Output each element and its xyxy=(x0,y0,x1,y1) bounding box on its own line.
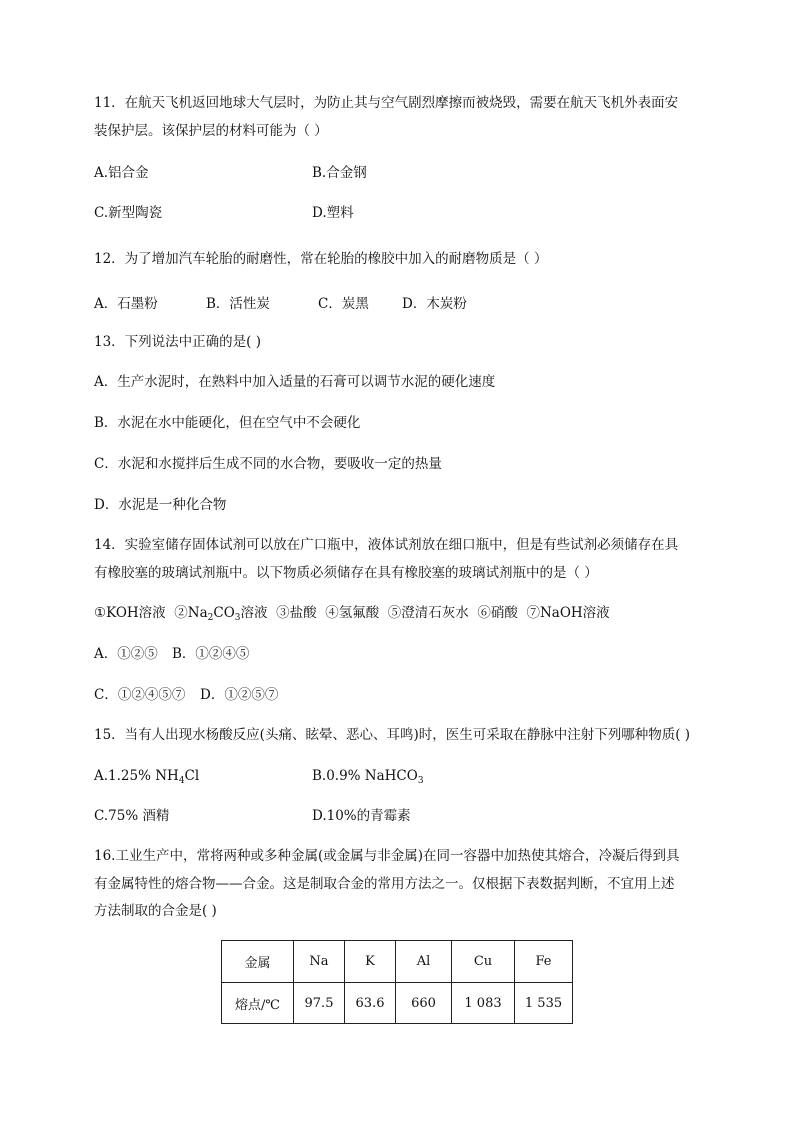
q14-substance-1: ①KOH溶液 xyxy=(94,605,166,621)
q14-stem-line2: 有橡胶塞的玻璃试剂瓶中。以下物质必须储存在具有橡胶塞的玻璃试剂瓶中的是（ ） xyxy=(94,565,598,581)
q14-substance-list xyxy=(94,603,610,628)
q14-option-a: A．①②⑤ xyxy=(94,646,158,662)
q13-option-d: D．水泥是一种化合物 xyxy=(94,497,227,513)
table-cell: 熔点/℃ xyxy=(222,983,294,1024)
q14-option-d: D．①②⑤⑦ xyxy=(200,687,279,703)
table-header-cell: Na xyxy=(294,941,345,983)
q12-option-b: B．活性炭 xyxy=(206,296,270,312)
table-cell: 1 535 xyxy=(515,983,573,1024)
q16-stem-line3: 方法制取的合金是( ) xyxy=(94,903,217,919)
melting-point-table xyxy=(221,940,573,1024)
q14-substance-7: ⑦NaOH溶液 xyxy=(526,605,610,621)
q11-option-d: D.塑料 xyxy=(312,205,354,221)
q15-option-c: C.75% 酒精 xyxy=(94,808,170,824)
q12-option-c: C．炭黑 xyxy=(318,296,369,312)
table-header-cell: K xyxy=(345,941,396,983)
q14-option-c: C．①②④⑤⑦ xyxy=(94,687,186,703)
q12-option-a: A．石墨粉 xyxy=(94,296,158,312)
table-row xyxy=(222,983,573,1024)
table-cell: 1 083 xyxy=(452,983,515,1024)
table-cell: 63.6 xyxy=(345,983,396,1024)
table-header-cell: 金属 xyxy=(222,941,294,983)
table-cell: 97.5 xyxy=(294,983,345,1024)
q14-substance-2: $②Na_2CO_3$溶液 xyxy=(174,605,268,623)
q14-substance-4: ④氢氟酸 xyxy=(325,605,380,621)
q15-stem: 15．当有人出现水杨酸反应(头痛、眩晕、恶心、耳鸣)时，医生可采取在静脉中注射下列哪种物质( ) xyxy=(94,727,691,743)
q11-stem-line1: 11．在航天飞机返回地球大气层时，为防止其与空气剧烈摩擦而被烧毁，需要在航天飞机外表面安 xyxy=(94,95,679,111)
q14-option-b: B．①②④⑤ xyxy=(172,646,250,662)
q16-stem-line1: 16.工业生产中，常将两种或多种金属(或金属与非金属)在同一容器中加热使其熔合，冷凝后得到具 xyxy=(94,848,680,864)
q12-stem: 12．为了增加汽车轮胎的耐磨性，常在轮胎的橡胶中加入的耐磨物质是（ ） xyxy=(94,251,548,267)
table-header-cell: Al xyxy=(396,941,452,983)
q16-stem-line2: 有金属特性的熔合物——合金。这是制取合金的常用方法之一。仅根据下表数据判断，不宜用上述 xyxy=(94,876,675,892)
q14-substance-5: ⑤澄清石灰水 xyxy=(387,605,469,621)
q14-substance-3: ③盐酸 xyxy=(276,605,317,621)
table-header-cell: Fe xyxy=(515,941,573,983)
q15-option-d: D.10%的青霉素 xyxy=(312,808,411,824)
q11-option-b: B.合金钢 xyxy=(312,165,367,181)
q14-substance-6: ⑥硝酸 xyxy=(477,605,518,621)
table-header-cell: Cu xyxy=(452,941,515,983)
q11-stem-line2: 装保护层。该保护层的材料可能为（ ） xyxy=(94,123,328,139)
table-header-row xyxy=(222,941,573,983)
q12-option-d: D．木炭粉 xyxy=(402,296,467,312)
q15-option-a: A.1.25% $NH_4Cl$ xyxy=(94,768,200,786)
q13-option-a: A．生产水泥时，在熟料中加入适量的石膏可以调节水泥的硬化速度 xyxy=(94,374,496,390)
q15-option-b: B.0.9% NaHCO$_3$ xyxy=(312,768,424,786)
q13-option-c: C．水泥和水搅拌后生成不同的水合物，要吸收一定的热量 xyxy=(94,456,442,472)
q11-option-c: C.新型陶瓷 xyxy=(94,205,163,221)
table-cell: 660 xyxy=(396,983,452,1024)
q13-stem: 13．下列说法中正确的是( ) xyxy=(94,334,262,350)
q11-option-a: A.铝合金 xyxy=(94,165,149,181)
q14-stem-line1: 14．实验室储存固体试剂可以放在广口瓶中，液体试剂放在细口瓶中，但是有些试剂必须储存在具 xyxy=(94,537,679,553)
q13-option-b: B．水泥在水中能硬化，但在空气中不会硬化 xyxy=(94,415,361,431)
